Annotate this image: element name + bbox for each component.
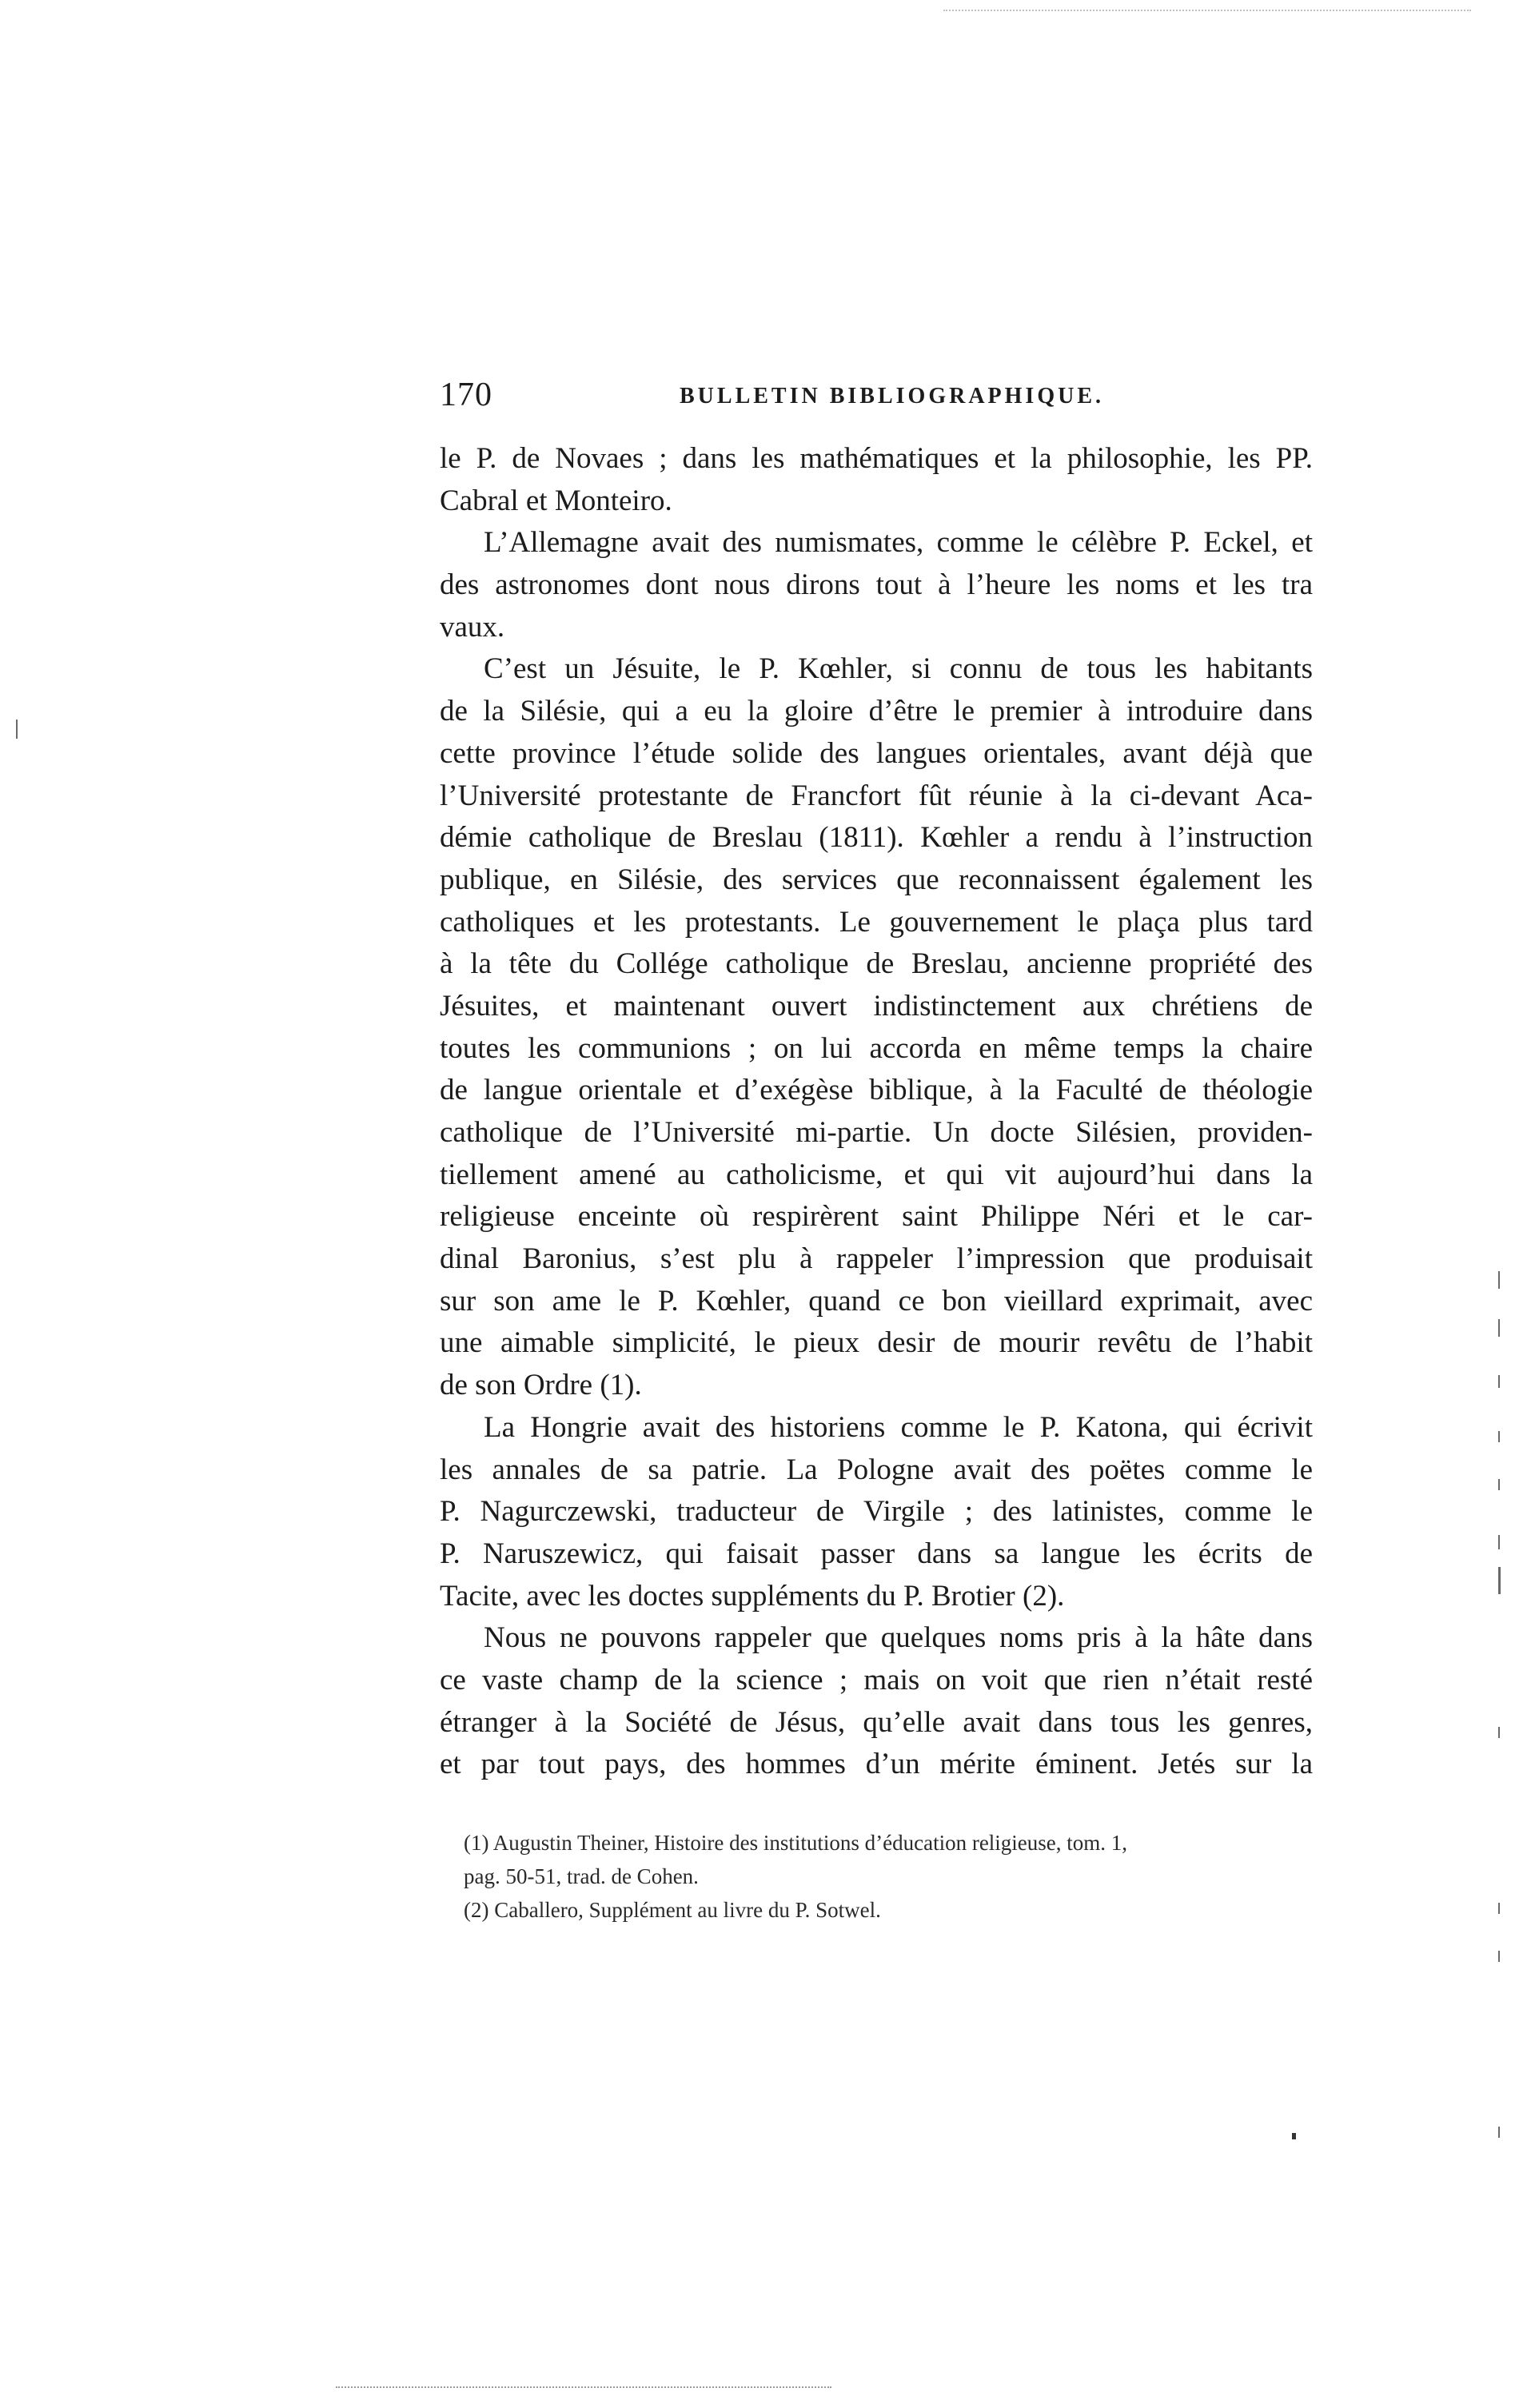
text-line: L’Allemagne avait des numismates, comme le célèbre P. Eckel, et bbox=[484, 526, 1313, 560]
text-line: démie catholique de Breslau (1811). Kœhler a rendu à l’instruction bbox=[440, 821, 1313, 855]
text-line: P. Nagurczewski, traducteur de Virgile ; des latinistes, comme le bbox=[440, 1495, 1313, 1529]
text-line: La Hongrie avait des historiens comme le P. Katona, qui écrivit bbox=[484, 1410, 1313, 1444]
text-line: ce vaste champ de la science ; mais on voit que rien n’était resté bbox=[440, 1663, 1313, 1696]
text-line: tiellement amené au catholicisme, et qui vit aujourd’hui dans la bbox=[440, 1158, 1313, 1191]
scan-mark bbox=[1498, 1271, 1500, 1289]
scan-mark bbox=[1498, 1535, 1500, 1549]
text-line: une aimable simplicité, le pieux desir de mourir revêtu de l’habit bbox=[440, 1326, 1313, 1360]
text-line: C’est un Jésuite, le P. Kœhler, si connu de tous les habitants bbox=[484, 652, 1313, 686]
text-line: Jésuites, et maintenant ouvert indistinctement aux chrétiens de bbox=[440, 989, 1313, 1023]
text-line: dinal Baronius, s’est plu à rappeler l’impression que produisait bbox=[440, 1242, 1313, 1276]
scan-mark bbox=[1498, 1375, 1500, 1388]
text-line: catholiques et les protestants. Le gouvernement le plaça plus tard bbox=[440, 905, 1313, 939]
running-title: BULLETIN BIBLIOGRAPHIQUE. bbox=[680, 384, 1104, 409]
text-line: Tacite, avec les doctes suppléments du P. Brotier (2). bbox=[440, 1579, 1065, 1613]
text-line: des astronomes dont nous dirons tout à l’heure les noms et les tra bbox=[440, 568, 1313, 602]
body-text bbox=[440, 438, 1313, 1786]
scan-mark bbox=[1498, 1479, 1500, 1490]
footnote-1-continued: pag. 50-51, trad. de Cohen. bbox=[464, 1864, 699, 1888]
text-line: catholique de l’Université mi-partie. Un docte Silésien, providen- bbox=[440, 1116, 1313, 1149]
scan-mark bbox=[1498, 2127, 1500, 2138]
text-line: l’Université protestante de Francfort fût réunie à la ci-devant Aca- bbox=[440, 779, 1313, 812]
scan-mark bbox=[1498, 1431, 1500, 1442]
text-line: vaux. bbox=[440, 610, 505, 644]
text-line: Cabral et Monteiro. bbox=[440, 484, 672, 517]
scan-mark bbox=[1498, 1951, 1500, 1962]
scan-artifact-top bbox=[943, 10, 1471, 14]
scan-mark bbox=[1292, 2133, 1296, 2139]
text-line: les annales de sa patrie. La Pologne avait des poëtes comme le bbox=[440, 1453, 1313, 1486]
text-line: P. Naruszewicz, qui faisait passer dans sa langue les écrits de bbox=[440, 1537, 1313, 1570]
scan-mark bbox=[1498, 1727, 1500, 1738]
footnote-1: (1) Augustin Theiner, Histoire des institutions d’éducation religieuse, tom. 1, bbox=[464, 1831, 1128, 1855]
text-line: cette province l’étude solide des langues orientales, avant déjà que bbox=[440, 736, 1313, 770]
text-line: de langue orientale et d’exégèse biblique, à la Faculté de théologie bbox=[440, 1074, 1313, 1107]
scan-mark bbox=[1498, 1903, 1500, 1914]
scan-mark bbox=[1498, 1319, 1500, 1337]
text-line: publique, en Silésie, des services que reconnaissent également les bbox=[440, 863, 1313, 896]
scan-mark bbox=[1498, 1567, 1501, 1594]
text-line: de la Silésie, qui a eu la gloire d’être le premier à introduire dans bbox=[440, 695, 1313, 728]
page-header bbox=[440, 376, 1351, 424]
text-line: et par tout pays, des hommes d’un mérite éminent. Jetés sur la bbox=[440, 1748, 1313, 1781]
text-line: à la tête du Collége catholique de Breslau, ancienne propriété des bbox=[440, 947, 1313, 981]
page-number: 170 bbox=[440, 377, 492, 413]
text-line: le P. de Novaes ; dans les mathématiques et la philosophie, les PP. bbox=[440, 442, 1313, 475]
footnote-2: (2) Caballero, Supplément au livre du P. Sotwel. bbox=[464, 1898, 881, 1922]
text-line: Nous ne pouvons rappeler que quelques noms pris à la hâte dans bbox=[484, 1621, 1313, 1655]
scan-mark bbox=[16, 720, 18, 739]
footnotes bbox=[464, 1826, 1327, 1927]
scan-artifact-bottom bbox=[336, 2386, 831, 2393]
text-line: étranger à la Société de Jésus, qu’elle avait dans tous les genres, bbox=[440, 1705, 1313, 1739]
text-line: sur son ame le P. Kœhler, quand ce bon vieillard exprimait, avec bbox=[440, 1284, 1313, 1318]
text-line: de son Ordre (1). bbox=[440, 1369, 642, 1402]
text-line: religieuse enceinte où respirèrent saint Philippe Néri et le car- bbox=[440, 1200, 1313, 1234]
text-line: toutes les communions ; on lui accorda en même temps la chaire bbox=[440, 1031, 1313, 1065]
